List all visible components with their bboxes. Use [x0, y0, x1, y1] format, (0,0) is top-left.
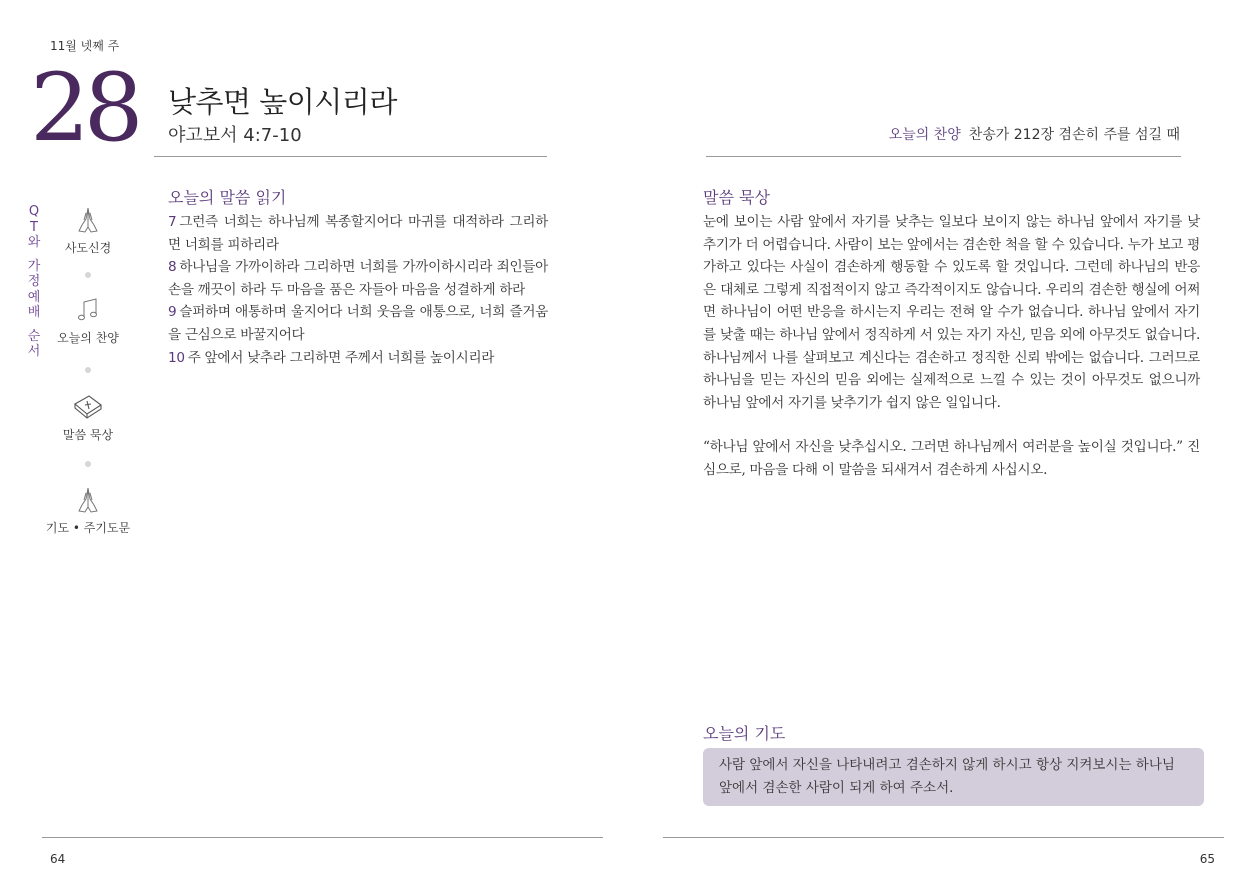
step-word-meditation [43, 392, 133, 443]
verse [168, 256, 548, 301]
bible-icon [72, 392, 104, 422]
week-label: 11월 넷째 주 [50, 39, 120, 53]
verse-text: 슬퍼하며 애통하며 울지어다 너희 웃음을 애통으로, 너희 즐거움을 근심으로 바꿀지어다 [168, 304, 548, 343]
music-note-icon [73, 297, 103, 325]
vertical-char: T [30, 219, 38, 235]
verse-number: 7 [168, 214, 177, 230]
meditation-paragraph: “하나님 앞에서 자신을 낮추십시오. 그러면 하나님께서 여러분을 높이실 것입니다.” 진심으로, 마음을 다해 이 말씀을 되새겨서 겸손하게 사십시오. [703, 439, 1200, 478]
step-prayer [43, 485, 133, 536]
header-divider-right [706, 156, 1181, 157]
meditation-heading: 말씀 묵상 [703, 188, 770, 207]
step-separator-dot [85, 272, 91, 278]
today-hymn [889, 124, 1180, 144]
prayer-box [703, 748, 1204, 806]
footer-divider-right [663, 837, 1224, 838]
verse-text: 하나님을 가까이하라 그리하면 너희를 가까이하시리라 죄인들아 손을 깨끗이 하라 두 마음을 품은 자들아 마음을 성결하게 하라 [168, 259, 548, 298]
meditation-paragraph: 눈에 보이는 사람 앞에서 자기를 낮추는 일보다 보이지 않는 하나님 앞에서 자기를 낮추기가 더 어렵습니다. 사람이 보는 앞에서는 겸손한 척을 할 수 있습니다. 누가 보고 평가하고 있다는 사실이 겸손하게 행동할 수 있도록 할 것입니다. 그런데 하나님의 반응은 대체로 그렇게 직접적이지 않고 즉각적이지도 않습니다. 우리의 겸손한 행실에 어쩌면 하나님이 어떤 반응을 하시는지 우리는 전혀 알 수가 없습니다. 하나님 앞에서 자기를 낮출 때는 하나님 앞에서 정직하게 서 있는 자기 자신, 믿음 외에 아무것도 없습니다. 하나님께서 나를 살펴보고 계신다는 겸손하고 정직한 신뢰 밖에는 없습니다. 그러므로 하나님을 믿는 자신의 믿음 외에는 실제적으로 느낄 수 있는 것이 아무것도 없으니까 하나님 앞에서 자기를 낮추기가 쉽지 않은 일입니다. [703, 214, 1200, 411]
verse [168, 211, 548, 256]
verse-text: 그런즉 너희는 하나님께 복종할지어다 마귀를 대적하라 그리하면 너희를 피하리라 [168, 214, 548, 253]
vertical-char: 서 [27, 344, 41, 359]
verse-number: 8 [168, 259, 177, 276]
step-label: 사도신경 [64, 241, 112, 255]
verse-number: 9 [168, 304, 177, 321]
step-separator-dot [85, 367, 91, 373]
reading-heading: 오늘의 말씀 읽기 [168, 188, 287, 207]
prayer-text: 사람 앞에서 자신을 나타내려고 겸손하지 않게 하시고 항상 지켜보시는 하나님 앞에서 겸손한 사람이 되게 하여 주소서. [719, 757, 1175, 796]
praying-hands-icon [73, 485, 103, 515]
header-divider-left [154, 156, 547, 157]
prayer-heading: 오늘의 기도 [703, 724, 786, 743]
page-title: 낮추면 높이시리라 [168, 85, 397, 119]
verse-number: 10 [168, 349, 185, 366]
vertical-char: 예 [27, 289, 41, 305]
step-label: 말씀 묵상 [62, 428, 114, 442]
vertical-char: 순 [27, 328, 41, 344]
day-number: 28 [30, 54, 138, 163]
meditation-body [703, 211, 1200, 482]
verse [168, 301, 548, 346]
step-apostles-creed [43, 205, 133, 256]
verse-text: 주 앞에서 낮추라 그리하면 주께서 너희를 높이시리라 [187, 349, 495, 366]
vertical-gap [26, 251, 42, 259]
scripture-reference: 야고보서 4:7-10 [168, 125, 302, 146]
step-today-hymn [43, 297, 133, 346]
vertical-gap [26, 321, 42, 329]
verse [168, 347, 548, 370]
vertical-char: 배 [27, 305, 41, 320]
vertical-char: 와 [27, 235, 41, 250]
hymn-text: 찬송가 212장 겸손히 주를 섬길 때 [968, 127, 1180, 143]
step-separator-dot [85, 461, 91, 467]
vertical-char: 가 [27, 258, 41, 274]
reading-verses [168, 211, 548, 369]
footer-divider-left [42, 837, 603, 838]
step-label: 기도 • 주기도문 [45, 521, 131, 535]
praying-hands-icon [73, 205, 103, 235]
hymn-label: 오늘의 찬양 [888, 127, 961, 143]
page-number-left: 64 [50, 852, 66, 866]
vertical-char: Q [28, 204, 40, 219]
page-number-right: 65 [1199, 852, 1215, 866]
vertical-char: 정 [27, 274, 41, 289]
step-label: 오늘의 찬양 [57, 331, 119, 345]
sidebar-vertical-title [26, 204, 42, 360]
